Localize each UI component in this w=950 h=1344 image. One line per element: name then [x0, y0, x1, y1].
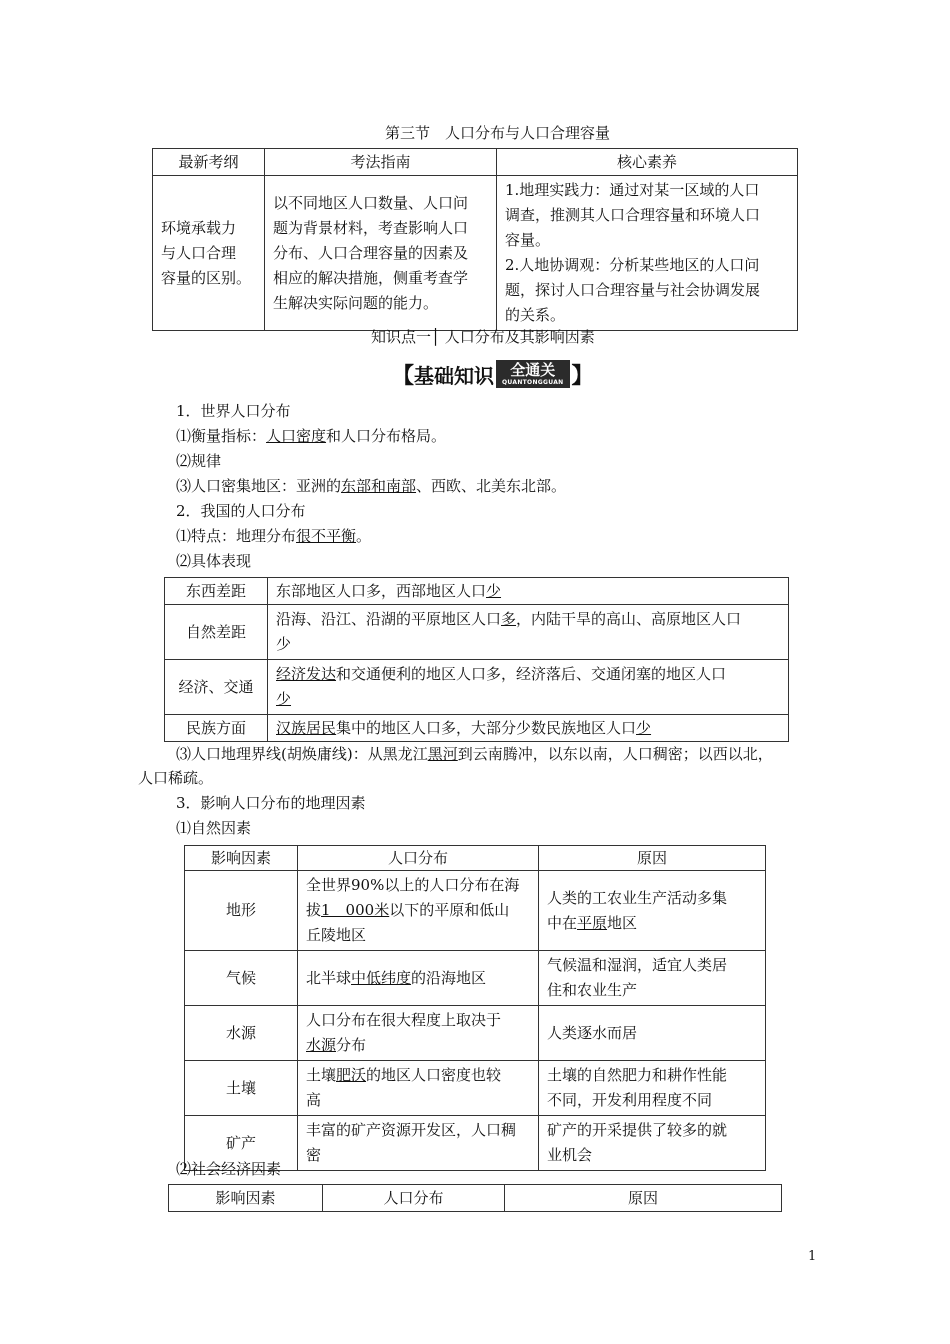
paragraph: ⑵具体表现 [176, 552, 252, 570]
table-cell: 水源 [185, 1006, 298, 1061]
table-cell: 人类的工农业生产活动多集 中在平原地区 [539, 871, 766, 951]
table-cell: 人类逐水而居 [539, 1006, 766, 1061]
table-cell: 汉族居民集中的地区人口多，大部分少数民族地区人口少 [268, 715, 789, 742]
table-header: 人口分布 [298, 846, 539, 871]
table-cell: 东西差距 [165, 578, 268, 605]
table-cell: 全世界90%以上的人口分布在海 拔1 000米以下的平原和低山 丘陵地区 [298, 871, 539, 951]
table-cell: 地形 [185, 871, 298, 951]
table-header: 原因 [505, 1185, 782, 1212]
table-cell: 土壤肥沃的地区人口密度也较 高 [298, 1061, 539, 1116]
table-cell: 气候温和湿润，适宜人类居 住和农业生产 [539, 951, 766, 1006]
table-cell: 以不同地区人口数量、人口问 题为背景材料，考查影响人口 分布、人口合理容量的因素及 相应的解决措施，侧重考查学 生解决实际问题的能力。 [265, 176, 497, 331]
table-cell: 土壤的自然肥力和耕作性能 不同，开发利用程度不同 [539, 1061, 766, 1116]
table-header: 核心素养 [497, 149, 798, 176]
table-cell: 经济发达和交通便利的地区人口多，经济落后、交通闭塞的地区人口 少 [268, 660, 789, 715]
banner-badge: 全通关 QUANTONGGUAN [496, 360, 569, 388]
paragraph: ⑴衡量指标：人口密度和人口分布格局。 [176, 427, 447, 445]
natural-factors-table [184, 845, 766, 1171]
paragraph: ⑴特点：地理分布很不平衡。 [176, 527, 372, 545]
table-header: 最新考纲 [153, 149, 265, 176]
section-banner: 【 基础知识 全通关 QUANTONGGUAN 】 [392, 360, 594, 389]
banner-text: 基础知识 [414, 363, 495, 388]
page-number: 1 [808, 1249, 817, 1264]
table-header: 人口分布 [323, 1185, 505, 1212]
table-header: 原因 [539, 846, 766, 871]
paragraph: ⑵社会经济因素 [176, 1160, 282, 1178]
table-cell: 气候 [185, 951, 298, 1006]
page-title: 第三节 人口分布与人口合理容量 [385, 124, 611, 142]
paragraph: ⑴自然因素 [176, 819, 252, 837]
section-heading: 2．我国的人口分布 [176, 502, 306, 520]
paragraph: ⑶人口地理界线(胡焕庸线)：从黑龙江黑河到云南腾冲，以东以南，人口稠密；以西以北， [176, 745, 773, 763]
table-cell: 自然差距 [165, 605, 268, 660]
table-cell: 矿产 [185, 1116, 298, 1171]
knowledge-point-heading: 知识点一│ 人口分布及其影响因素 [371, 328, 595, 346]
table-header: 考法指南 [265, 149, 497, 176]
table-cell: 1.地理实践力：通过对某一区域的人口 调查，推测其人口合理容量和环境人口 容量。 2.人地协调观：分析某些地区的人口问 题，探讨人口合理容量与社会协调发展 的关系。 [497, 176, 798, 331]
paragraph: ⑶人口密集地区：亚洲的东部和南部、西欧、北美东北部。 [176, 477, 567, 495]
paragraph: ⑵规律 [176, 452, 222, 470]
paragraph: 人口稀疏。 [138, 769, 214, 787]
table-cell: 丰富的矿产资源开发区，人口稠 密 [298, 1116, 539, 1171]
table-cell: 东部地区人口多，西部地区人口少 [268, 578, 789, 605]
table-header: 影响因素 [169, 1185, 323, 1212]
table-cell: 矿产的开采提供了较多的就 业机会 [539, 1116, 766, 1171]
table-cell: 环境承载力 与人口合理 容量的区别。 [153, 176, 265, 331]
table-cell: 人口分布在很大程度上取决于 水源分布 [298, 1006, 539, 1061]
table-cell: 民族方面 [165, 715, 268, 742]
table-cell: 北半球中低纬度的沿海地区 [298, 951, 539, 1006]
table-cell: 沿海、沿江、沿湖的平原地区人口多，内陆干旱的高山、高原地区人口 少 [268, 605, 789, 660]
section-heading: 3．影响人口分布的地理因素 [176, 794, 366, 812]
socioeconomic-factors-table [168, 1184, 782, 1212]
table-cell: 经济、交通 [165, 660, 268, 715]
exam-outline-table [152, 148, 798, 331]
china-distribution-table [164, 577, 789, 742]
table-cell: 土壤 [185, 1061, 298, 1116]
table-header: 影响因素 [185, 846, 298, 871]
section-heading: 1．世界人口分布 [176, 402, 291, 420]
